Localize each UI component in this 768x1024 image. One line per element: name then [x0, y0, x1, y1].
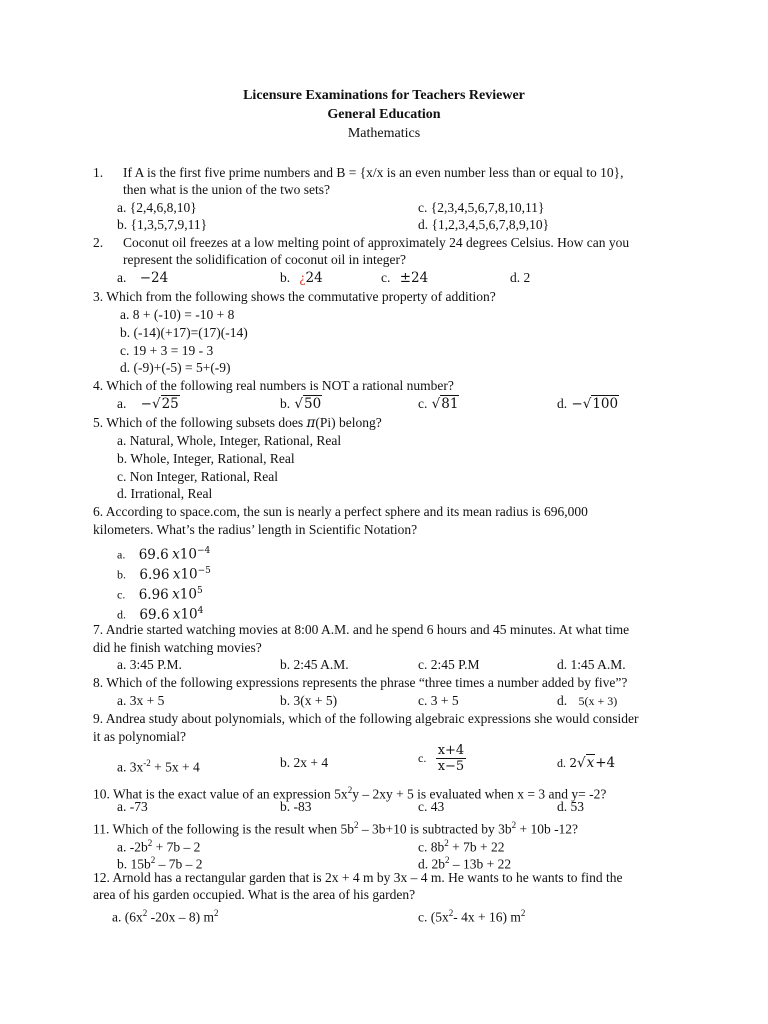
- option-a: [117, 270, 168, 286]
- denominator: x−5: [437, 759, 465, 774]
- option-c: c. Non Integer, Rational, Real: [117, 469, 279, 484]
- option-b: b. 3(x + 5): [280, 693, 338, 708]
- option-value: −24: [139, 270, 169, 286]
- option-c: c. 43: [418, 799, 445, 814]
- exponent: 2: [347, 785, 353, 795]
- question-text: If A is the first five prime numbers and B = {x/x is an even number less than or equal to 10},: [123, 165, 624, 180]
- option-text: -20x – 8) m: [147, 909, 214, 925]
- option-c: [418, 905, 525, 926]
- question-text-pre: 10. What is the exact value of an expression 5x: [93, 786, 348, 802]
- unknown-symbol: ¿: [299, 270, 306, 285]
- exponent: 4: [197, 606, 204, 616]
- option-b: [280, 396, 322, 412]
- option-label: a.: [117, 547, 126, 562]
- option-text: - 4x + 16) m: [453, 909, 521, 925]
- option-label: a.: [117, 270, 127, 285]
- base: 10: [180, 566, 198, 583]
- question-text: did he finish watching movies?: [93, 640, 262, 655]
- option-text: d. 2b: [418, 856, 445, 872]
- option-text: b. 15b: [117, 856, 151, 872]
- question-text: 12. Arnold has a rectangular garden that is 2x + 4 m by 3x – 4 m. He wants to he wants to find the: [93, 870, 623, 885]
- question-text: 3. Which from the following shows the commutative property of addition?: [93, 289, 496, 304]
- option-text: c. (5x: [418, 909, 449, 925]
- option-a: a. -73: [117, 799, 148, 814]
- option-a: a. {2,4,6,8,10}: [117, 200, 197, 215]
- option-text: + 7b + 22: [448, 839, 505, 855]
- option-d: d. 53: [557, 799, 584, 814]
- option-c: [381, 270, 428, 286]
- exponent: 2: [520, 908, 526, 918]
- option-label: b.: [117, 567, 126, 582]
- radicand: 100: [592, 396, 619, 412]
- option-c: c. 2:45 P.M: [418, 657, 480, 672]
- option-b: b. 2:45 A.M.: [280, 657, 349, 672]
- option-a: a. 3x + 5: [117, 693, 165, 708]
- option-value: 6.96: [138, 586, 169, 603]
- radical-sign: √: [577, 755, 586, 771]
- times-symbol: x: [172, 566, 181, 583]
- option-c: [117, 583, 203, 603]
- radicand: 81: [441, 396, 459, 412]
- question-text: then what is the union of the two sets?: [123, 182, 330, 197]
- coefficient: 2: [569, 756, 578, 770]
- option-label: c.: [117, 587, 126, 602]
- exponent: 2: [214, 908, 219, 918]
- base: 10: [179, 546, 197, 563]
- option-label: c.: [418, 751, 427, 765]
- exponent: 2: [445, 855, 450, 865]
- times-symbol: x: [172, 606, 181, 623]
- option-label: c.: [381, 270, 391, 285]
- option-value: 69.6: [138, 546, 169, 563]
- times-symbol: x: [172, 586, 180, 603]
- option-c: c. 19 + 3 = 19 - 3: [120, 343, 214, 358]
- pi-symbol: π: [306, 415, 316, 431]
- question-text-pre: 5. Which of the following subsets does: [93, 415, 304, 430]
- option-value: 24: [305, 270, 323, 286]
- exponent: 2: [147, 838, 153, 848]
- question-text: it as polynomial?: [93, 729, 186, 744]
- option-b: [280, 270, 323, 286]
- option-label: c.: [418, 396, 428, 411]
- question-number: 1.: [93, 165, 104, 180]
- option-text: + 7b – 2: [152, 839, 201, 855]
- option-text: – 7b – 2: [155, 856, 203, 872]
- exponent: -2: [143, 758, 151, 768]
- option-d: [557, 396, 619, 412]
- option-text: a. (6x: [112, 909, 143, 925]
- option-d: [557, 755, 615, 771]
- radicand: 50: [304, 396, 322, 412]
- option-b: b. 2x + 4: [280, 755, 329, 770]
- question-text: 7. Andrie started watching movies at 8:00 A.M. and he spend 6 hours and 45 minutes. At what time: [93, 622, 630, 637]
- question-text: 4. Which of the following real numbers is NOT a rational number?: [93, 378, 454, 393]
- question-text: [93, 415, 382, 431]
- option-a: [117, 543, 210, 563]
- fraction: [436, 743, 467, 774]
- exponent: 2: [448, 908, 454, 918]
- question-text: represent the solidification of coconut oil in integer?: [123, 252, 407, 267]
- document-subtitle: General Education: [327, 107, 441, 122]
- exponent: 2: [444, 838, 449, 848]
- radicand: 25: [161, 396, 179, 412]
- exponent: 2: [353, 820, 359, 830]
- option-b: b. (-14)(+17)=(17)(-14): [120, 325, 248, 340]
- exponent: −4: [196, 546, 211, 556]
- exponent: 2: [511, 820, 517, 830]
- option-label: d.: [117, 607, 126, 622]
- question-text: kilometers. What’s the radius’ length in Scientific Notation?: [93, 522, 418, 537]
- option-d: [117, 603, 203, 623]
- option-a: a. 3:45 P.M.: [117, 657, 182, 672]
- option-d: d. {1,2,3,4,5,6,7,8,9,10}: [418, 217, 550, 232]
- question-text: [93, 782, 606, 803]
- question-text-pre: 11. Which of the following is the result when 5b: [93, 821, 354, 837]
- radical-sign: −√: [140, 396, 161, 412]
- question-text-post: + 10b -12?: [516, 821, 579, 837]
- times-symbol: x: [172, 546, 180, 563]
- option-a: a. Natural, Whole, Integer, Rational, Real: [117, 433, 342, 448]
- question-text: Coconut oil freezes at a low melting point of approximately 24 degrees Celsius. How can you: [123, 235, 630, 250]
- option-value: 69.6: [139, 606, 170, 623]
- question-text: 6. According to space.com, the sun is nearly a perfect sphere and its mean radius is 696,000: [93, 504, 588, 519]
- option-label: a.: [117, 396, 127, 411]
- option-a: [117, 755, 200, 776]
- option-a: [117, 396, 180, 412]
- exponent: 2: [142, 908, 148, 918]
- question-text-mid: – 3b+10 is subtracted by 3b: [358, 821, 512, 837]
- base: 10: [179, 586, 197, 603]
- option-text: +4: [595, 755, 616, 771]
- option-c: c. 3 + 5: [418, 693, 459, 708]
- question-text-post: y – 2xy + 5 is evaluated when x = 3 and y= -2?: [352, 786, 607, 802]
- option-b: b. {1,3,5,7,9,11}: [117, 217, 208, 232]
- radical-sign: −√: [571, 396, 592, 412]
- option-text: a. -2b: [117, 839, 148, 855]
- exponent: 2: [150, 855, 156, 865]
- option-label: d.: [557, 693, 568, 708]
- radical-sign: √: [294, 396, 304, 412]
- option-c: c. {2,3,4,5,6,7,8,10,11}: [418, 200, 545, 215]
- question-number: 2.: [93, 235, 104, 250]
- radical-sign: √: [431, 396, 441, 412]
- option-d: d. Irrational, Real: [117, 486, 213, 501]
- option-value: 5(x + 3): [578, 694, 618, 708]
- option-text: + 5x + 4: [150, 759, 200, 775]
- option-label: d.: [557, 756, 566, 770]
- option-text: – 13b + 22: [449, 856, 512, 872]
- option-label: b.: [280, 396, 291, 411]
- base: 10: [180, 606, 198, 623]
- option-d: d. 2: [510, 270, 531, 285]
- numerator: x+4: [437, 743, 465, 758]
- option-text: a. 3x: [117, 759, 144, 775]
- question-text: 8. Which of the following expressions represents the phrase “three times a number added by five”?: [93, 675, 628, 690]
- document-title: Licensure Examinations for Teachers Reviewer: [243, 88, 525, 103]
- option-value: ±24: [399, 270, 429, 286]
- question-text: area of his garden occupied. What is the area of his garden?: [93, 887, 416, 902]
- option-d: [557, 693, 617, 709]
- exponent: 5: [196, 586, 203, 596]
- question-text: 9. Andrea study about polynomials, which of the following algebraic expressions she would consider: [93, 711, 639, 726]
- option-c: [418, 396, 459, 412]
- option-value: 6.96: [139, 566, 170, 583]
- option-c: [418, 743, 466, 774]
- radicand: x: [586, 755, 595, 771]
- option-label: b.: [280, 270, 291, 285]
- option-d: d. 1:45 A.M.: [557, 657, 626, 672]
- option-text: c. 8b: [418, 839, 445, 855]
- option-d: d. (-9)+(-5) = 5+(-9): [120, 360, 231, 375]
- question-text-post: (Pi) belong?: [315, 415, 382, 430]
- option-label: d.: [557, 396, 568, 411]
- option-b: [117, 563, 211, 583]
- option-b: b. Whole, Integer, Rational, Real: [117, 451, 295, 466]
- option-a: a. 8 + (-10) = -10 + 8: [120, 307, 235, 322]
- document-subject: Mathematics: [347, 126, 421, 141]
- exponent: −5: [197, 566, 211, 576]
- option-b: b. -83: [280, 799, 312, 814]
- option-a: [112, 905, 219, 926]
